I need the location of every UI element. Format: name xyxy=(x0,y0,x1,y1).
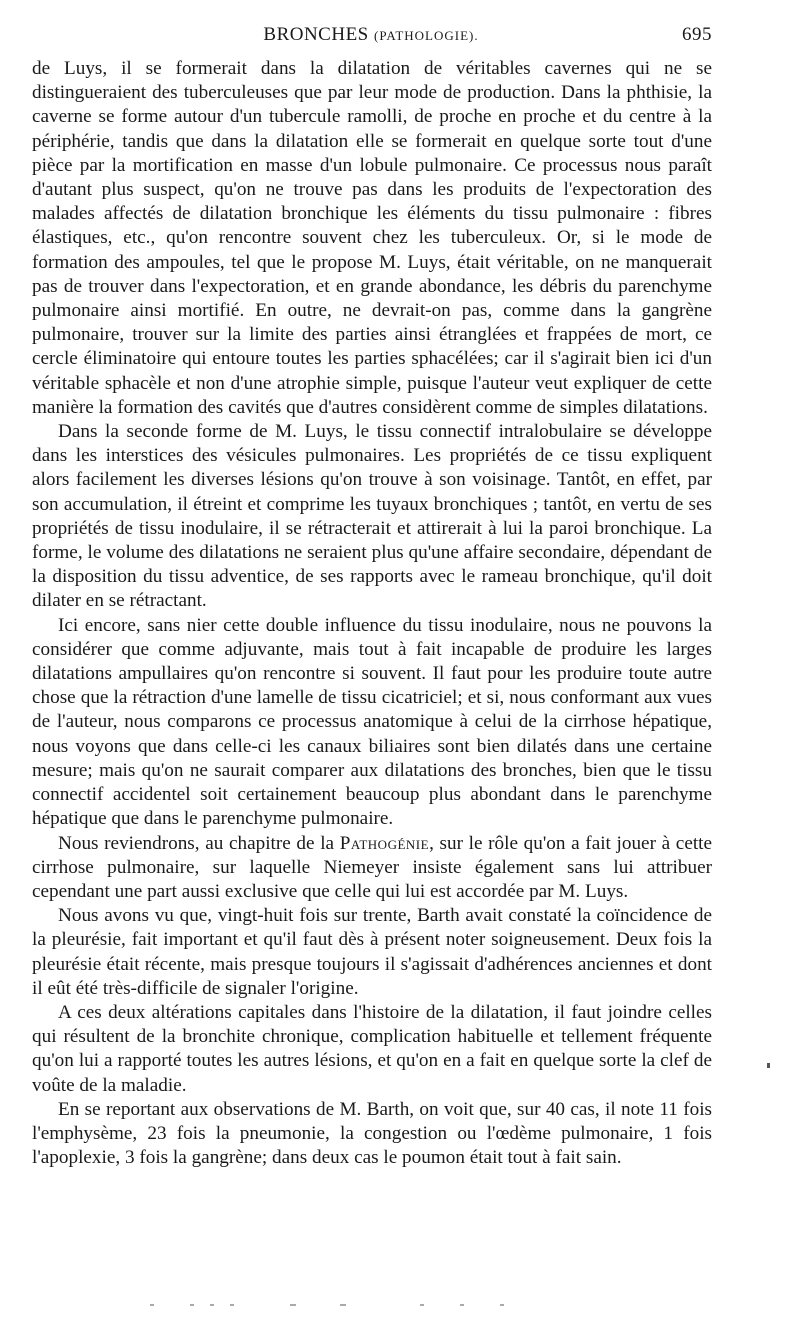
paragraph-2: Dans la seconde forme de M. Luys, le tissu connectif intralobulaire se développe dans les interstices des vésicules pulmonaires. Les propriétés de ce tissu expliquent alors facilement les diverses lésions qu'on trouve à son voisinage. Tantôt, en effet, par son accumulation, il étreint et comprime les tuyaux bronchiques ; tantôt, en vertu de ses propriétés de tissu inodulaire, il se rétracterait et attirerait à lui la paroi bronchique. La forme, le volume des dilatations ne seraient plus qu'une affaire secondaire, dépendant de la disposition du tissu adventice, de ses rapports avec le rameau bronchique, qu'il doit dilater en se rétractant. xyxy=(32,421,712,612)
paragraph-3: Ici encore, sans nier cette double influence du tissu inodulaire, nous ne pouvons la considérer que comme adjuvante, mais tout à fait incapable de produire les larges dilatations ampullaires qu'on rencontre si souvent. Il faut pour les produire toute autre chose que la rétraction d'une lamelle de tissu cicatriciel; et si, nous conformant aux vues de l'auteur, nous comparons ce processus anatomique à celui de la cirrhose hépatique, nous voyons que dans celle-ci les canaux biliaires sont bien dilatés dans une certaine mesure; mais qu'on ne saurait comparer aux dilatations des bronches, bien que le tissu connectif accidentel soit certainement beaucoup plus abondant dans le parenchyme hépatique que dans le parenchyme pulmonaire. xyxy=(32,614,712,830)
paragraph-4-start: Nous reviendrons, au chapitre de la xyxy=(58,832,335,854)
scan-mark xyxy=(420,1304,424,1306)
ink-speck xyxy=(767,1063,770,1068)
paragraph-7: En se reportant aux observations de M. Barth, on voit que, sur 40 cas, il note 11 fois l'emphysème, 23 fois la pneumonie, la congestion ou l'œdème pulmonaire, 1 fois l'apoplexie, 3 fois la gangrène; dans deux cas le poumon était tout à fait sain. xyxy=(32,1098,712,1169)
footer-scan-marks xyxy=(150,1300,650,1310)
paragraph-4-end: , sur le rôle qu'on a fait jouer à cette cirrhose pulmonaire, sur laquelle Niemeyer insiste également sans lui attribuer cependant une part aussi exclusive que celle qui lui est accordée par M. Luys. xyxy=(32,832,713,902)
running-title-sub: (PATHOLOGIE). xyxy=(374,28,479,43)
paragraph-6: A ces deux altérations capitales dans l'histoire de la dilatation, il faut joindre celles qui résultent de la bronchite chronique, complication habituelle et tellement fréquente qu'on lui a rapporté toutes les autres lésions, et qu'on en a fait en quelque sorte la clef de voûte de la maladie. xyxy=(32,1001,712,1096)
scan-mark xyxy=(210,1304,214,1306)
running-title-main: BRONCHES xyxy=(263,24,369,45)
scan-mark xyxy=(340,1304,346,1306)
scan-mark xyxy=(190,1304,194,1306)
scan-mark xyxy=(150,1304,154,1306)
scan-mark xyxy=(230,1304,234,1306)
paragraph-4 xyxy=(32,832,712,905)
paragraph-5: Nous avons vu que, vingt-huit fois sur trente, Barth avait constaté la coïncidence de la pleurésie, fait important et qu'il faut dès à présent noter soigneusement. Deux fois la pleurésie était récente, mais presque toujours il s'agissait d'adhérences anciennes et dont il eût été très-difficile de signaler l'origine. xyxy=(32,905,712,999)
running-title xyxy=(30,24,712,46)
page-number: 695 xyxy=(682,24,712,45)
scan-mark xyxy=(500,1304,504,1306)
scan-mark xyxy=(290,1304,296,1306)
scan-mark xyxy=(460,1304,464,1306)
text-body xyxy=(32,57,712,1170)
running-header xyxy=(30,24,712,48)
paragraph-1: de Luys, il se formerait dans la dilatation de véritables cavernes qui ne se distingueraient des tuberculeuses que par leur mode de production. Dans la phthisie, la caverne se forme autour d'un tubercule ramolli, de proche en proche et du centre à la périphérie, tandis que dans la dilatation elle se formerait en quelque sorte tout d'une pièce par la mortification en masse d'un lobule pulmonaire. Ce processus nous paraît d'autant plus suspect, qu'on ne trouve pas dans les produits de l'expectoration des malades affectés de dilatation bronchique les éléments du tissu pulmonaire : fibres élastiques, etc., qu'on rencontre souvent chez les tuberculeux. Or, si le mode de formation des ampoules, tel que le propose M. Luys, était véritable, on ne manquerait pas de trouver dans l'expectoration, et en grande abondance, les débris du parenchyme pulmonaire ainsi mortifié. En outre, ne devrait-on pas, comme dans la gangrène pulmonaire, trouver sur la limite des parties ainsi étranglées et frappées de mort, ce cercle éliminatoire qui entoure toutes les parties sphacélées; car il s'agirait bien ici d'un véritable sphacèle et non d'une atrophie simple, puisque l'auteur veut expliquer de cette manière la formation des cavités que d'autres considèrent comme de simples dilatations. xyxy=(32,58,712,418)
pathogenie-smallcaps: Pathogénie xyxy=(339,832,430,854)
